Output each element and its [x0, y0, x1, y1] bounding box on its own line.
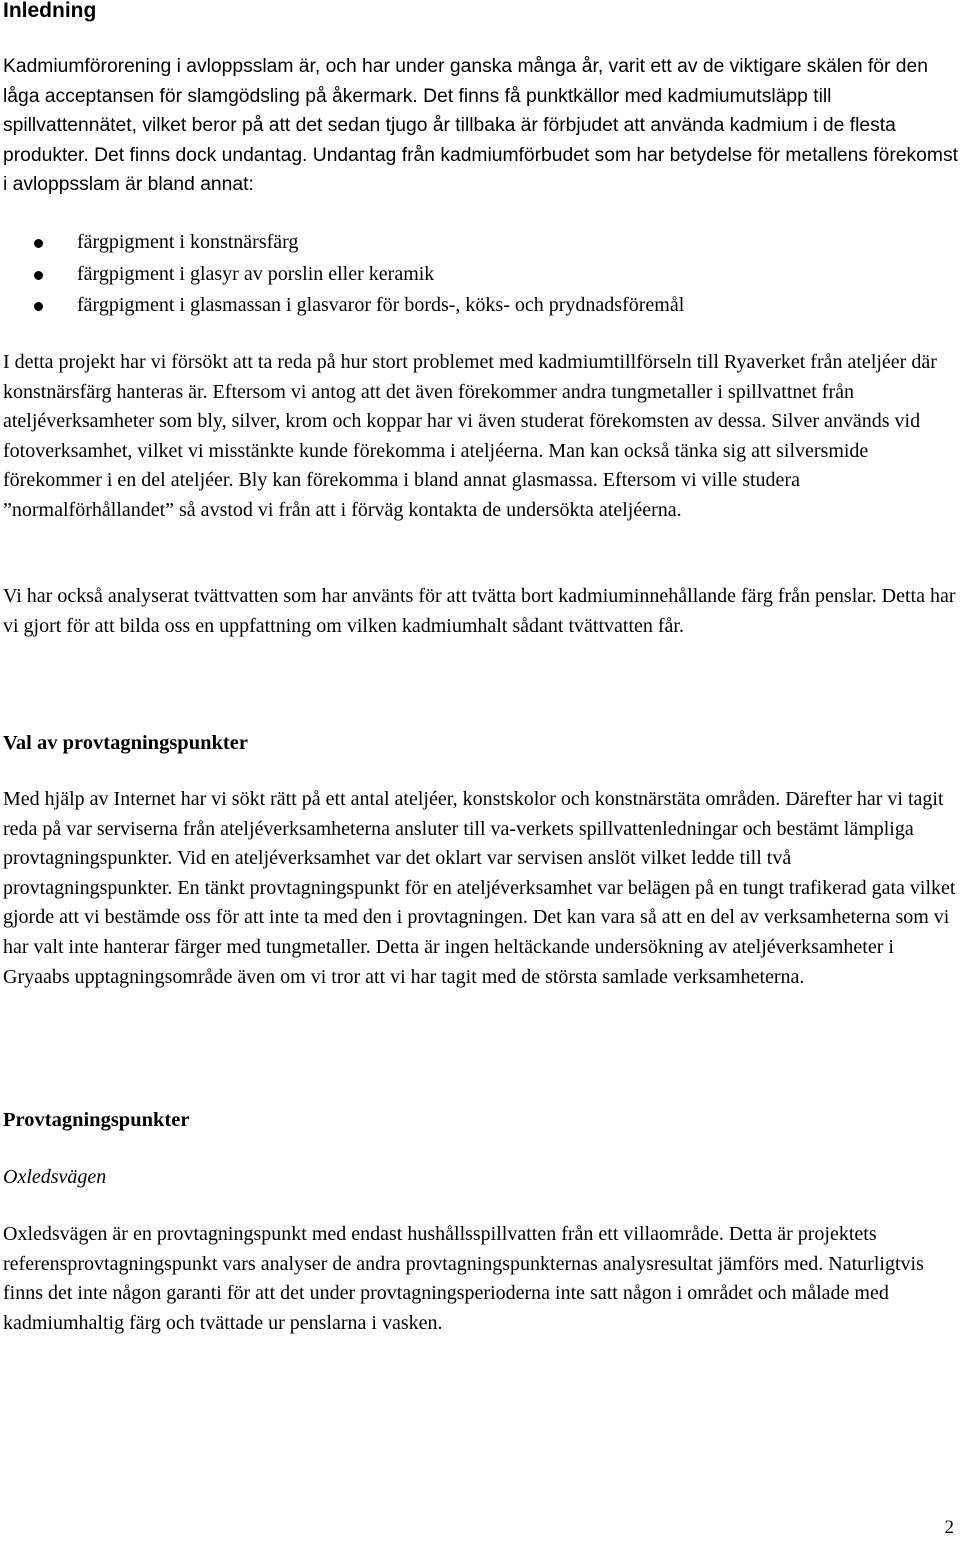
wash-water-paragraph: Vi har också analyserat tvättvatten som har använts för att tvätta bort kadmiuminnehållande färg från penslar. Detta har vi gjort för att bilda oss en uppfattning om vilken kadmiumhalt sådant tvättvatten får. [3, 585, 956, 637]
bullet-icon [34, 271, 43, 280]
list-item [0, 290, 960, 322]
bullet-icon [34, 302, 43, 311]
bullet-icon [34, 239, 43, 248]
exception-list [0, 227, 960, 322]
project-paragraph: I detta projekt har vi försökt att ta reda på hur stort problemet med kadmiumtillförseln till Ryaverket från ateljéer där konstnärsfärg hanteras är. Eftersom vi antog att det även förekommer andra tungmetaller i spillvattnet från ateljéverksamheter som bly, silver, krom och koppar har vi även studerat förekomsten av dessa. Silver används vid fotoverksamhet, vilket vi misstänkte kunde förekomma i ateljéerna. Man kan också tänka sig att silversmide förekommer i en del ateljéer. Bly kan förekomma i bland annat glasmassa. Eftersom vi ville studera ”normalförhållandet” så avstod vi från att i förväg kontakta de undersökta ateljéerna. [3, 351, 937, 521]
section-heading-val: Val av provtagningspunkter [3, 732, 248, 754]
oxledsvagen-paragraph: Oxledsvägen är en provtagningspunkt med endast hushållsspillvatten från ett villaområde. Detta är projektets referensprovtagningspunkt vars analyser de andra provtagningspunkternas analysresultat jämförs med. Naturligtvis finns det inte någon garanti för att det under provtagningsperioderna inte satt någon i området och målade med kadmiumhaltig färg och tvättade ur penslarna i vasken. [3, 1223, 924, 1334]
section-heading-inledning: Inledning [3, 0, 97, 22]
subsection-heading-oxledsvagen: Oxledsvägen [3, 1166, 107, 1188]
list-item-text: färgpigment i glasyr av porslin eller keramik [77, 262, 435, 285]
selection-paragraph: Med hjälp av Internet har vi sökt rätt på ett antal ateljéer, konstskolor och konstnärstäta områden. Därefter har vi tagit reda på var serviserna från ateljéverksamheterna ansluter till va-verkets spillvattenledningar och bestämt lämpliga provtagningspunkter. Vid en ateljéverksamhet var det oklart var servisen anslöt vilket ledde till två provtagningspunkter. En tänkt provtagningspunkt för en ateljéverksamhet var belägen på en tungt trafikerad gata vilket gjorde att vi bestämde oss för att inte ta med den i provtagningen. Det kan vara så att en del av verksamheterna som vi har valt inte hanterar färger med tungmetaller. Detta är ingen heltäckande undersökning av ateljéverksamheter i Gryaabs upptagningsområde även om vi tror att vi har tagit med de största samlade verksamheterna. [3, 788, 956, 988]
section-heading-provtagningspunkter: Provtagningspunkter [3, 1109, 190, 1131]
intro-paragraph: Kadmiumförorening i avloppsslam är, och har under ganska många år, varit ett av de viktigare skälen för den låga acceptansen för slamgödsling på åkermark. Det finns få punktkällor med kadmiumutsläpp till spillvattennätet, vilket beror på att det sedan tjugo år tillbaka är förbjudet att använda kadmium i de flesta produkter. Det finns dock undantag. Undantag från kadmiumförbudet som har betydelse för metallens förekomst i avloppsslam är bland annat: [3, 56, 958, 196]
list-item-text: färgpigment i konstnärsfärg [77, 231, 299, 253]
page-number: 2 [944, 1517, 954, 1538]
list-item-text: färgpigment i glasmassan i glasvaror för bords-, köks- och prydnadsföremål [77, 294, 685, 316]
list-item [0, 259, 960, 291]
list-item [0, 227, 960, 259]
